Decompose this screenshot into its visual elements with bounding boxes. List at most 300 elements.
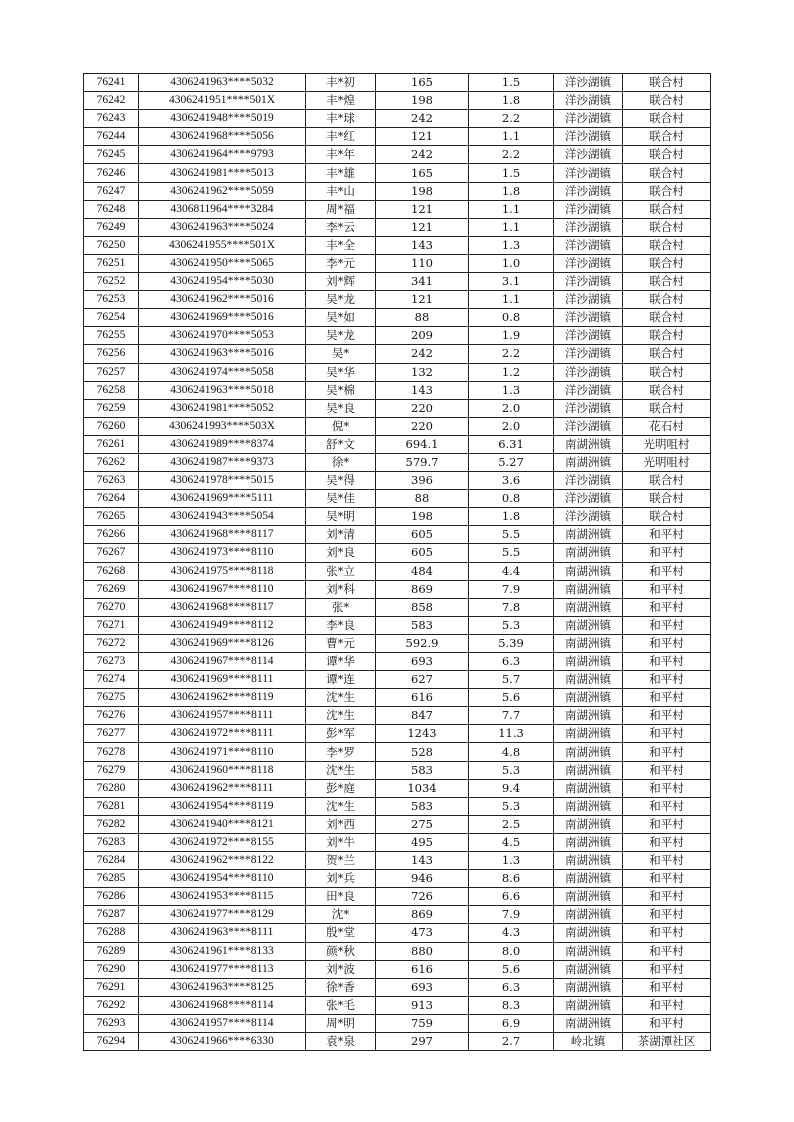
serial-cell: 76272 xyxy=(84,634,139,652)
area-cell: 8.0 xyxy=(469,942,554,960)
village-cell: 联合村 xyxy=(623,490,711,508)
amount-cell: 110 xyxy=(376,254,469,272)
amount-cell: 484 xyxy=(376,562,469,580)
village-cell: 联合村 xyxy=(623,327,711,345)
table-row xyxy=(84,345,711,363)
table-row xyxy=(84,996,711,1014)
serial-cell: 76288 xyxy=(84,924,139,942)
serial-cell: 76258 xyxy=(84,381,139,399)
area-cell: 3.6 xyxy=(469,472,554,490)
name-cell: 刘*西 xyxy=(306,815,376,833)
table-row xyxy=(84,526,711,544)
town-cell: 洋沙湖镇 xyxy=(554,291,623,309)
name-cell: 沈*生 xyxy=(306,761,376,779)
amount-cell: 693 xyxy=(376,978,469,996)
area-cell: 1.9 xyxy=(469,327,554,345)
id-number-cell: 4306241961****8133 xyxy=(139,942,306,960)
name-cell: 吴*良 xyxy=(306,399,376,417)
town-cell: 南湖洲镇 xyxy=(554,580,623,598)
serial-cell: 76275 xyxy=(84,689,139,707)
amount-cell: 143 xyxy=(376,236,469,254)
village-cell: 和平村 xyxy=(623,761,711,779)
serial-cell: 76263 xyxy=(84,472,139,490)
name-cell: 丰*全 xyxy=(306,236,376,254)
name-cell: 刘*良 xyxy=(306,544,376,562)
town-cell: 南湖洲镇 xyxy=(554,870,623,888)
village-cell: 和平村 xyxy=(623,634,711,652)
area-cell: 4.3 xyxy=(469,924,554,942)
serial-cell: 76290 xyxy=(84,960,139,978)
serial-cell: 76261 xyxy=(84,435,139,453)
village-cell: 联合村 xyxy=(623,508,711,526)
town-cell: 南湖洲镇 xyxy=(554,616,623,634)
id-number-cell: 4306811964****3284 xyxy=(139,200,306,218)
serial-cell: 76246 xyxy=(84,164,139,182)
area-cell: 5.6 xyxy=(469,689,554,707)
amount-cell: 165 xyxy=(376,74,469,92)
area-cell: 2.7 xyxy=(469,1032,554,1050)
serial-cell: 76264 xyxy=(84,490,139,508)
serial-cell: 76249 xyxy=(84,218,139,236)
area-cell: 6.9 xyxy=(469,1014,554,1032)
town-cell: 南湖洲镇 xyxy=(554,598,623,616)
name-cell: 吴* xyxy=(306,345,376,363)
area-cell: 1.0 xyxy=(469,254,554,272)
serial-cell: 76287 xyxy=(84,906,139,924)
id-number-cell: 4306241962****5016 xyxy=(139,291,306,309)
town-cell: 洋沙湖镇 xyxy=(554,327,623,345)
table-row xyxy=(84,852,711,870)
village-cell: 和平村 xyxy=(623,779,711,797)
area-cell: 11.3 xyxy=(469,725,554,743)
name-cell: 丰*年 xyxy=(306,146,376,164)
village-cell: 和平村 xyxy=(623,852,711,870)
serial-cell: 76259 xyxy=(84,399,139,417)
village-cell: 和平村 xyxy=(623,942,711,960)
id-number-cell: 4306241977****8113 xyxy=(139,960,306,978)
town-cell: 洋沙湖镇 xyxy=(554,490,623,508)
name-cell: 殷*堂 xyxy=(306,924,376,942)
serial-cell: 76283 xyxy=(84,833,139,851)
town-cell: 南湖洲镇 xyxy=(554,634,623,652)
name-cell: 徐* xyxy=(306,453,376,471)
town-cell: 南湖洲镇 xyxy=(554,725,623,743)
area-cell: 2.0 xyxy=(469,399,554,417)
id-number-cell: 4306241969****5111 xyxy=(139,490,306,508)
town-cell: 南湖洲镇 xyxy=(554,689,623,707)
area-cell: 1.5 xyxy=(469,164,554,182)
town-cell: 洋沙湖镇 xyxy=(554,92,623,110)
village-cell: 和平村 xyxy=(623,1014,711,1032)
serial-cell: 76253 xyxy=(84,291,139,309)
village-cell: 和平村 xyxy=(623,562,711,580)
area-cell: 5.7 xyxy=(469,671,554,689)
town-cell: 南湖洲镇 xyxy=(554,906,623,924)
table-row xyxy=(84,689,711,707)
table-row xyxy=(84,653,711,671)
amount-cell: 495 xyxy=(376,833,469,851)
table-row xyxy=(84,92,711,110)
id-number-cell: 4306241978****5015 xyxy=(139,472,306,490)
area-cell: 1.1 xyxy=(469,128,554,146)
id-number-cell: 4306241975****8118 xyxy=(139,562,306,580)
area-cell: 2.2 xyxy=(469,146,554,164)
town-cell: 南湖洲镇 xyxy=(554,852,623,870)
name-cell: 沈*生 xyxy=(306,689,376,707)
serial-cell: 76255 xyxy=(84,327,139,345)
amount-cell: 880 xyxy=(376,942,469,960)
name-cell: 颜*秋 xyxy=(306,942,376,960)
table-row xyxy=(84,128,711,146)
area-cell: 1.8 xyxy=(469,508,554,526)
area-cell: 7.9 xyxy=(469,580,554,598)
name-cell: 吴*龙 xyxy=(306,327,376,345)
serial-cell: 76250 xyxy=(84,236,139,254)
area-cell: 6.31 xyxy=(469,435,554,453)
area-cell: 6.3 xyxy=(469,653,554,671)
village-cell: 和平村 xyxy=(623,888,711,906)
name-cell: 丰*初 xyxy=(306,74,376,92)
name-cell: 吴*如 xyxy=(306,309,376,327)
area-cell: 4.5 xyxy=(469,833,554,851)
name-cell: 贺*兰 xyxy=(306,852,376,870)
village-cell: 和平村 xyxy=(623,544,711,562)
village-cell: 和平村 xyxy=(623,924,711,942)
id-number-cell: 4306241962****5059 xyxy=(139,182,306,200)
town-cell: 洋沙湖镇 xyxy=(554,309,623,327)
serial-cell: 76268 xyxy=(84,562,139,580)
table-row xyxy=(84,236,711,254)
village-cell: 和平村 xyxy=(623,978,711,996)
serial-cell: 76241 xyxy=(84,74,139,92)
area-cell: 1.1 xyxy=(469,291,554,309)
area-cell: 2.2 xyxy=(469,345,554,363)
name-cell: 丰*球 xyxy=(306,110,376,128)
village-cell: 联合村 xyxy=(623,128,711,146)
id-number-cell: 4306241971****8110 xyxy=(139,743,306,761)
town-cell: 洋沙湖镇 xyxy=(554,472,623,490)
serial-cell: 76276 xyxy=(84,707,139,725)
id-number-cell: 4306241950****5065 xyxy=(139,254,306,272)
village-cell: 和平村 xyxy=(623,653,711,671)
id-number-cell: 4306241967****8114 xyxy=(139,653,306,671)
id-number-cell: 4306241968****5056 xyxy=(139,128,306,146)
area-cell: 5.5 xyxy=(469,544,554,562)
village-cell: 和平村 xyxy=(623,689,711,707)
id-number-cell: 4306241954****5030 xyxy=(139,273,306,291)
table-row xyxy=(84,634,711,652)
table-row xyxy=(84,417,711,435)
area-cell: 6.3 xyxy=(469,978,554,996)
serial-cell: 76248 xyxy=(84,200,139,218)
area-cell: 5.5 xyxy=(469,526,554,544)
serial-cell: 76285 xyxy=(84,870,139,888)
area-cell: 5.3 xyxy=(469,616,554,634)
amount-cell: 242 xyxy=(376,110,469,128)
town-cell: 洋沙湖镇 xyxy=(554,200,623,218)
name-cell: 舒*文 xyxy=(306,435,376,453)
name-cell: 沈* xyxy=(306,906,376,924)
table-row xyxy=(84,254,711,272)
town-cell: 南湖洲镇 xyxy=(554,924,623,942)
table-row xyxy=(84,1014,711,1032)
amount-cell: 869 xyxy=(376,906,469,924)
id-number-cell: 4306241957****8111 xyxy=(139,707,306,725)
amount-cell: 726 xyxy=(376,888,469,906)
serial-cell: 76281 xyxy=(84,797,139,815)
village-cell: 联合村 xyxy=(623,92,711,110)
table-row xyxy=(84,164,711,182)
serial-cell: 76260 xyxy=(84,417,139,435)
village-cell: 和平村 xyxy=(623,616,711,634)
area-cell: 6.6 xyxy=(469,888,554,906)
amount-cell: 198 xyxy=(376,92,469,110)
amount-cell: 341 xyxy=(376,273,469,291)
amount-cell: 694.1 xyxy=(376,435,469,453)
area-cell: 4.4 xyxy=(469,562,554,580)
id-number-cell: 4306241981****5052 xyxy=(139,399,306,417)
serial-cell: 76280 xyxy=(84,779,139,797)
area-cell: 1.3 xyxy=(469,852,554,870)
area-cell: 1.2 xyxy=(469,363,554,381)
area-cell: 7.7 xyxy=(469,707,554,725)
id-number-cell: 4306241974****5058 xyxy=(139,363,306,381)
amount-cell: 473 xyxy=(376,924,469,942)
id-number-cell: 4306241989****8374 xyxy=(139,435,306,453)
town-cell: 洋沙湖镇 xyxy=(554,164,623,182)
town-cell: 岭北镇 xyxy=(554,1032,623,1050)
table-row xyxy=(84,327,711,345)
name-cell: 张*立 xyxy=(306,562,376,580)
id-number-cell: 4306241968****8114 xyxy=(139,996,306,1014)
village-cell: 联合村 xyxy=(623,200,711,218)
name-cell: 沈*生 xyxy=(306,707,376,725)
id-number-cell: 4306241973****8110 xyxy=(139,544,306,562)
village-cell: 联合村 xyxy=(623,110,711,128)
id-number-cell: 4306241972****8111 xyxy=(139,725,306,743)
name-cell: 彭*军 xyxy=(306,725,376,743)
town-cell: 洋沙湖镇 xyxy=(554,363,623,381)
town-cell: 洋沙湖镇 xyxy=(554,399,623,417)
amount-cell: 121 xyxy=(376,200,469,218)
name-cell: 周*福 xyxy=(306,200,376,218)
serial-cell: 76252 xyxy=(84,273,139,291)
table-row xyxy=(84,291,711,309)
area-cell: 9.4 xyxy=(469,779,554,797)
amount-cell: 209 xyxy=(376,327,469,345)
village-cell: 和平村 xyxy=(623,707,711,725)
amount-cell: 198 xyxy=(376,182,469,200)
village-cell: 联合村 xyxy=(623,74,711,92)
village-cell: 联合村 xyxy=(623,164,711,182)
name-cell: 倪* xyxy=(306,417,376,435)
serial-cell: 76243 xyxy=(84,110,139,128)
amount-cell: 121 xyxy=(376,218,469,236)
amount-cell: 143 xyxy=(376,852,469,870)
area-cell: 5.27 xyxy=(469,453,554,471)
table-row xyxy=(84,924,711,942)
amount-cell: 121 xyxy=(376,291,469,309)
amount-cell: 605 xyxy=(376,526,469,544)
table-row xyxy=(84,182,711,200)
area-cell: 7.9 xyxy=(469,906,554,924)
area-cell: 1.1 xyxy=(469,200,554,218)
table-row xyxy=(84,309,711,327)
id-number-cell: 4306241960****8118 xyxy=(139,761,306,779)
amount-cell: 297 xyxy=(376,1032,469,1050)
amount-cell: 583 xyxy=(376,616,469,634)
table-row xyxy=(84,725,711,743)
table-row xyxy=(84,580,711,598)
serial-cell: 76262 xyxy=(84,453,139,471)
table-row xyxy=(84,960,711,978)
town-cell: 南湖洲镇 xyxy=(554,978,623,996)
town-cell: 南湖洲镇 xyxy=(554,942,623,960)
town-cell: 南湖洲镇 xyxy=(554,779,623,797)
amount-cell: 869 xyxy=(376,580,469,598)
id-number-cell: 4306241977****8129 xyxy=(139,906,306,924)
name-cell: 曹*元 xyxy=(306,634,376,652)
village-cell: 茶湖潭社区 xyxy=(623,1032,711,1050)
village-cell: 和平村 xyxy=(623,526,711,544)
town-cell: 洋沙湖镇 xyxy=(554,218,623,236)
amount-cell: 1243 xyxy=(376,725,469,743)
village-cell: 和平村 xyxy=(623,580,711,598)
serial-cell: 76245 xyxy=(84,146,139,164)
village-cell: 花石村 xyxy=(623,417,711,435)
id-number-cell: 4306241993****503X xyxy=(139,417,306,435)
village-cell: 和平村 xyxy=(623,960,711,978)
table-row xyxy=(84,435,711,453)
table-row xyxy=(84,110,711,128)
id-number-cell: 4306241969****8111 xyxy=(139,671,306,689)
serial-cell: 76269 xyxy=(84,580,139,598)
area-cell: 1.8 xyxy=(469,182,554,200)
table-row xyxy=(84,815,711,833)
id-number-cell: 4306241966****6330 xyxy=(139,1032,306,1050)
village-cell: 和平村 xyxy=(623,815,711,833)
area-cell: 5.39 xyxy=(469,634,554,652)
village-cell: 光明咀村 xyxy=(623,453,711,471)
village-cell: 和平村 xyxy=(623,671,711,689)
table-row xyxy=(84,544,711,562)
id-number-cell: 4306241957****8114 xyxy=(139,1014,306,1032)
name-cell: 吴*佳 xyxy=(306,490,376,508)
table-row xyxy=(84,942,711,960)
town-cell: 南湖洲镇 xyxy=(554,562,623,580)
serial-cell: 76256 xyxy=(84,345,139,363)
name-cell: 张* xyxy=(306,598,376,616)
table-row xyxy=(84,146,711,164)
amount-cell: 579.7 xyxy=(376,453,469,471)
village-cell: 和平村 xyxy=(623,833,711,851)
village-cell: 联合村 xyxy=(623,236,711,254)
town-cell: 南湖洲镇 xyxy=(554,671,623,689)
table-row xyxy=(84,779,711,797)
town-cell: 南湖洲镇 xyxy=(554,707,623,725)
area-cell: 4.8 xyxy=(469,743,554,761)
table-row xyxy=(84,200,711,218)
id-number-cell: 4306241964****9793 xyxy=(139,146,306,164)
town-cell: 南湖洲镇 xyxy=(554,743,623,761)
amount-cell: 242 xyxy=(376,146,469,164)
village-cell: 和平村 xyxy=(623,906,711,924)
amount-cell: 858 xyxy=(376,598,469,616)
amount-cell: 616 xyxy=(376,689,469,707)
serial-cell: 76266 xyxy=(84,526,139,544)
id-number-cell: 4306241953****8115 xyxy=(139,888,306,906)
serial-cell: 76257 xyxy=(84,363,139,381)
village-cell: 和平村 xyxy=(623,996,711,1014)
area-cell: 1.1 xyxy=(469,218,554,236)
area-cell: 2.5 xyxy=(469,815,554,833)
amount-cell: 946 xyxy=(376,870,469,888)
name-cell: 刘*兵 xyxy=(306,870,376,888)
town-cell: 南湖洲镇 xyxy=(554,544,623,562)
village-cell: 联合村 xyxy=(623,146,711,164)
name-cell: 沈*生 xyxy=(306,797,376,815)
id-number-cell: 4306241968****8117 xyxy=(139,526,306,544)
town-cell: 南湖洲镇 xyxy=(554,761,623,779)
serial-cell: 76278 xyxy=(84,743,139,761)
table-row xyxy=(84,472,711,490)
village-cell: 联合村 xyxy=(623,182,711,200)
serial-cell: 76242 xyxy=(84,92,139,110)
serial-cell: 76286 xyxy=(84,888,139,906)
table-row xyxy=(84,598,711,616)
village-cell: 和平村 xyxy=(623,725,711,743)
amount-cell: 275 xyxy=(376,815,469,833)
area-cell: 7.8 xyxy=(469,598,554,616)
amount-cell: 605 xyxy=(376,544,469,562)
name-cell: 丰*雄 xyxy=(306,164,376,182)
amount-cell: 583 xyxy=(376,761,469,779)
table-row xyxy=(84,1032,711,1050)
records-table-body xyxy=(84,74,711,1051)
name-cell: 谭*华 xyxy=(306,653,376,671)
id-number-cell: 4306241962****8119 xyxy=(139,689,306,707)
town-cell: 南湖洲镇 xyxy=(554,996,623,1014)
name-cell: 刘*清 xyxy=(306,526,376,544)
town-cell: 洋沙湖镇 xyxy=(554,182,623,200)
id-number-cell: 4306241962****8111 xyxy=(139,779,306,797)
name-cell: 丰*煌 xyxy=(306,92,376,110)
town-cell: 洋沙湖镇 xyxy=(554,345,623,363)
area-cell: 0.8 xyxy=(469,309,554,327)
name-cell: 刘*牛 xyxy=(306,833,376,851)
area-cell: 2.2 xyxy=(469,110,554,128)
town-cell: 洋沙湖镇 xyxy=(554,236,623,254)
name-cell: 丰*红 xyxy=(306,128,376,146)
area-cell: 8.3 xyxy=(469,996,554,1014)
area-cell: 5.6 xyxy=(469,960,554,978)
amount-cell: 693 xyxy=(376,653,469,671)
serial-cell: 76289 xyxy=(84,942,139,960)
table-row xyxy=(84,761,711,779)
name-cell: 田*良 xyxy=(306,888,376,906)
table-row xyxy=(84,978,711,996)
serial-cell: 76294 xyxy=(84,1032,139,1050)
serial-cell: 76279 xyxy=(84,761,139,779)
serial-cell: 76254 xyxy=(84,309,139,327)
village-cell: 和平村 xyxy=(623,870,711,888)
id-number-cell: 4306241967****8110 xyxy=(139,580,306,598)
village-cell: 联合村 xyxy=(623,363,711,381)
village-cell: 联合村 xyxy=(623,254,711,272)
town-cell: 南湖洲镇 xyxy=(554,435,623,453)
table-row xyxy=(84,74,711,92)
town-cell: 南湖洲镇 xyxy=(554,888,623,906)
